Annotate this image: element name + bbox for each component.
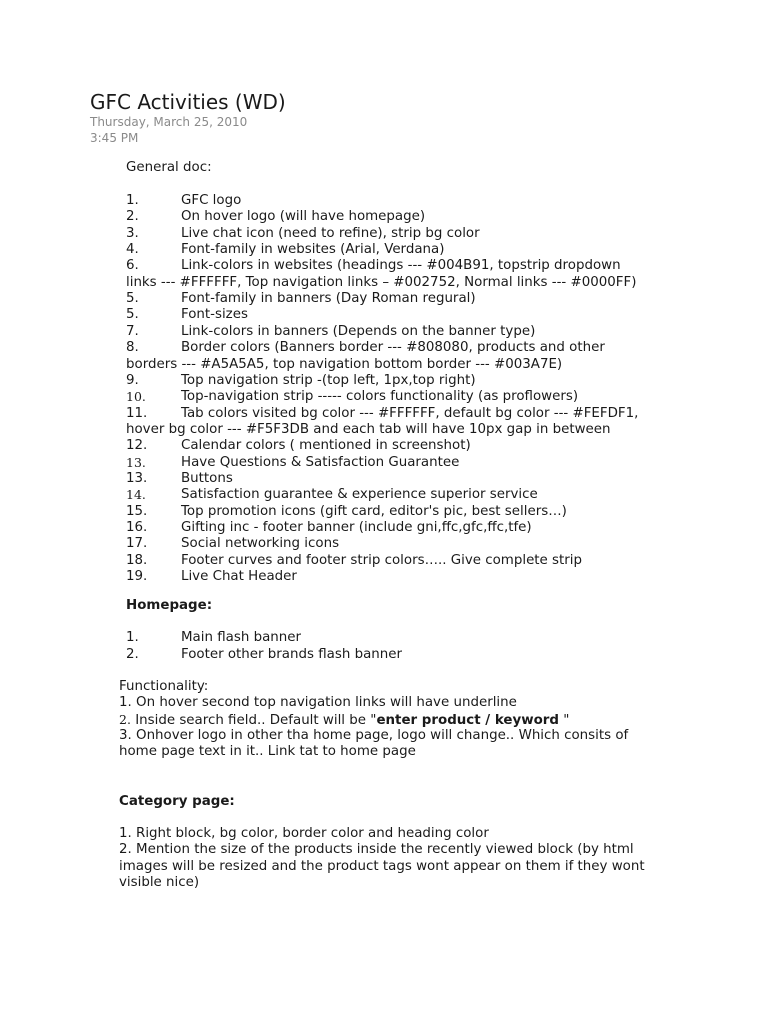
functionality-line-3: 3. Onhover logo in other tha home page, logo will change.. Which consits of — [119, 728, 629, 743]
functionality-line-2-prefix: Inside search field.. Default will be " — [130, 713, 377, 728]
general-item-number: 4. — [126, 242, 139, 258]
general-item-text: Buttons — [181, 470, 233, 486]
general-item-number: 11. — [126, 405, 148, 421]
functionality-line-3-cont: home page text in it.. Link tat to home page — [119, 744, 416, 759]
general-item-text: Calendar colors ( mentioned in screenshot) — [181, 438, 471, 454]
general-item-text: On hover logo (will have homepage) — [181, 209, 426, 225]
general-item-number: 9. — [126, 372, 139, 388]
general-item-text: Footer curves and footer strip colors….. Give complete strip — [181, 552, 582, 568]
general-item-continuation: hover bg color --- #F5F3DB and each tab will have 10px gap in between — [126, 421, 611, 437]
functionality-line-2 — [119, 712, 569, 729]
category-line-2-cont-2: visible nice) — [119, 875, 200, 890]
general-item-text: GFC logo — [181, 193, 242, 208]
page-title: GFC Activities (WD) — [90, 90, 286, 114]
general-item-number: 14. — [126, 487, 146, 503]
general-item-number: 19. — [126, 569, 148, 585]
general-item-text: Font-sizes — [181, 307, 248, 323]
category-line-1: 1. Right block, bg color, border color and heading color — [119, 826, 489, 841]
general-item-text: Live Chat Header — [181, 569, 297, 585]
general-item-number: 13. — [126, 454, 146, 470]
general-item-number: 10. — [126, 389, 146, 405]
general-item-number: 5. — [126, 307, 139, 323]
general-item-number: 7. — [126, 323, 139, 339]
category-line-2-cont-1: images will be resized and the product tags wont appear on them if they wont — [119, 859, 645, 874]
homepage-item-number: 2. — [126, 646, 139, 662]
general-item-number: 17. — [126, 536, 148, 552]
general-item-number: 6. — [126, 258, 139, 274]
general-item-text: Top-navigation strip ----- colors functionality (as proflowers) — [181, 389, 579, 405]
general-item-number: 3. — [126, 225, 139, 241]
homepage-item-text: Footer other brands flash banner — [181, 646, 403, 662]
general-item-text: Link-colors in banners (Depends on the banner type) — [181, 323, 536, 339]
general-item-continuation: links --- #FFFFFF, Top navigation links – #002752, Normal links --- #0000FF) — [126, 274, 637, 290]
general-item-text: Have Questions & Satisfaction Guarantee — [181, 454, 460, 470]
functionality-line-2-suffix: " — [558, 713, 570, 728]
general-item-text: Link-colors in websites (headings --- #004B91, topstrip dropdown — [181, 258, 621, 274]
general-item-number: 12. — [126, 438, 148, 454]
general-item-number: 8. — [126, 340, 139, 356]
general-item-text: Top promotion icons (gift card, editor's pic, best sellers…) — [181, 503, 567, 519]
general-item-number: 18. — [126, 552, 148, 568]
category-heading: Category page: — [119, 794, 235, 809]
functionality-line-2-number: 2. — [119, 712, 131, 727]
homepage-heading: Homepage: — [126, 598, 213, 613]
general-item-number: 15. — [126, 503, 148, 519]
general-item-text: Font-family in websites (Arial, Verdana) — [181, 242, 445, 258]
general-item-number: 16. — [126, 520, 148, 535]
general-item-text: Satisfaction guarantee & experience superior service — [181, 487, 538, 503]
general-item-number: 5. — [126, 291, 139, 307]
homepage-item-number: 1. — [126, 630, 139, 645]
general-item-number: 1. — [126, 193, 139, 208]
general-item-number: 2. — [126, 209, 139, 225]
general-heading: General doc: — [126, 160, 212, 175]
general-item-text: Border colors (Banners border --- #808080, products and other — [181, 340, 605, 356]
functionality-heading: Functionality: — [119, 679, 209, 694]
time-stamp: 3:45 PM — [90, 131, 139, 145]
general-item-text: Live chat icon (need to refine), strip bg color — [181, 225, 480, 241]
general-item-text: Top navigation strip -(top left, 1px,top right) — [181, 372, 476, 388]
category-line-2: 2. Mention the size of the products inside the recently viewed block (by html — [119, 842, 634, 857]
functionality-line-1: 1. On hover second top navigation links will have underline — [119, 695, 517, 710]
date-stamp: Thursday, March 25, 2010 — [90, 115, 248, 129]
general-item-number: 13. — [126, 470, 148, 486]
homepage-item-text: Main flash banner — [181, 630, 302, 645]
general-item-text: Tab colors visited bg color --- #FFFFFF, default bg color --- #FEFDF1, — [181, 405, 639, 421]
general-item-continuation: borders --- #A5A5A5, top navigation bottom border --- #003A7E) — [126, 356, 563, 372]
general-item-text: Gifting inc - footer banner (include gni,ffc,gfc,ffc,tfe) — [181, 520, 532, 535]
functionality-line-2-keyword: enter product / keyword — [376, 713, 559, 728]
general-item-text: Font-family in banners (Day Roman regural) — [181, 291, 476, 307]
general-item-text: Social networking icons — [181, 536, 340, 552]
